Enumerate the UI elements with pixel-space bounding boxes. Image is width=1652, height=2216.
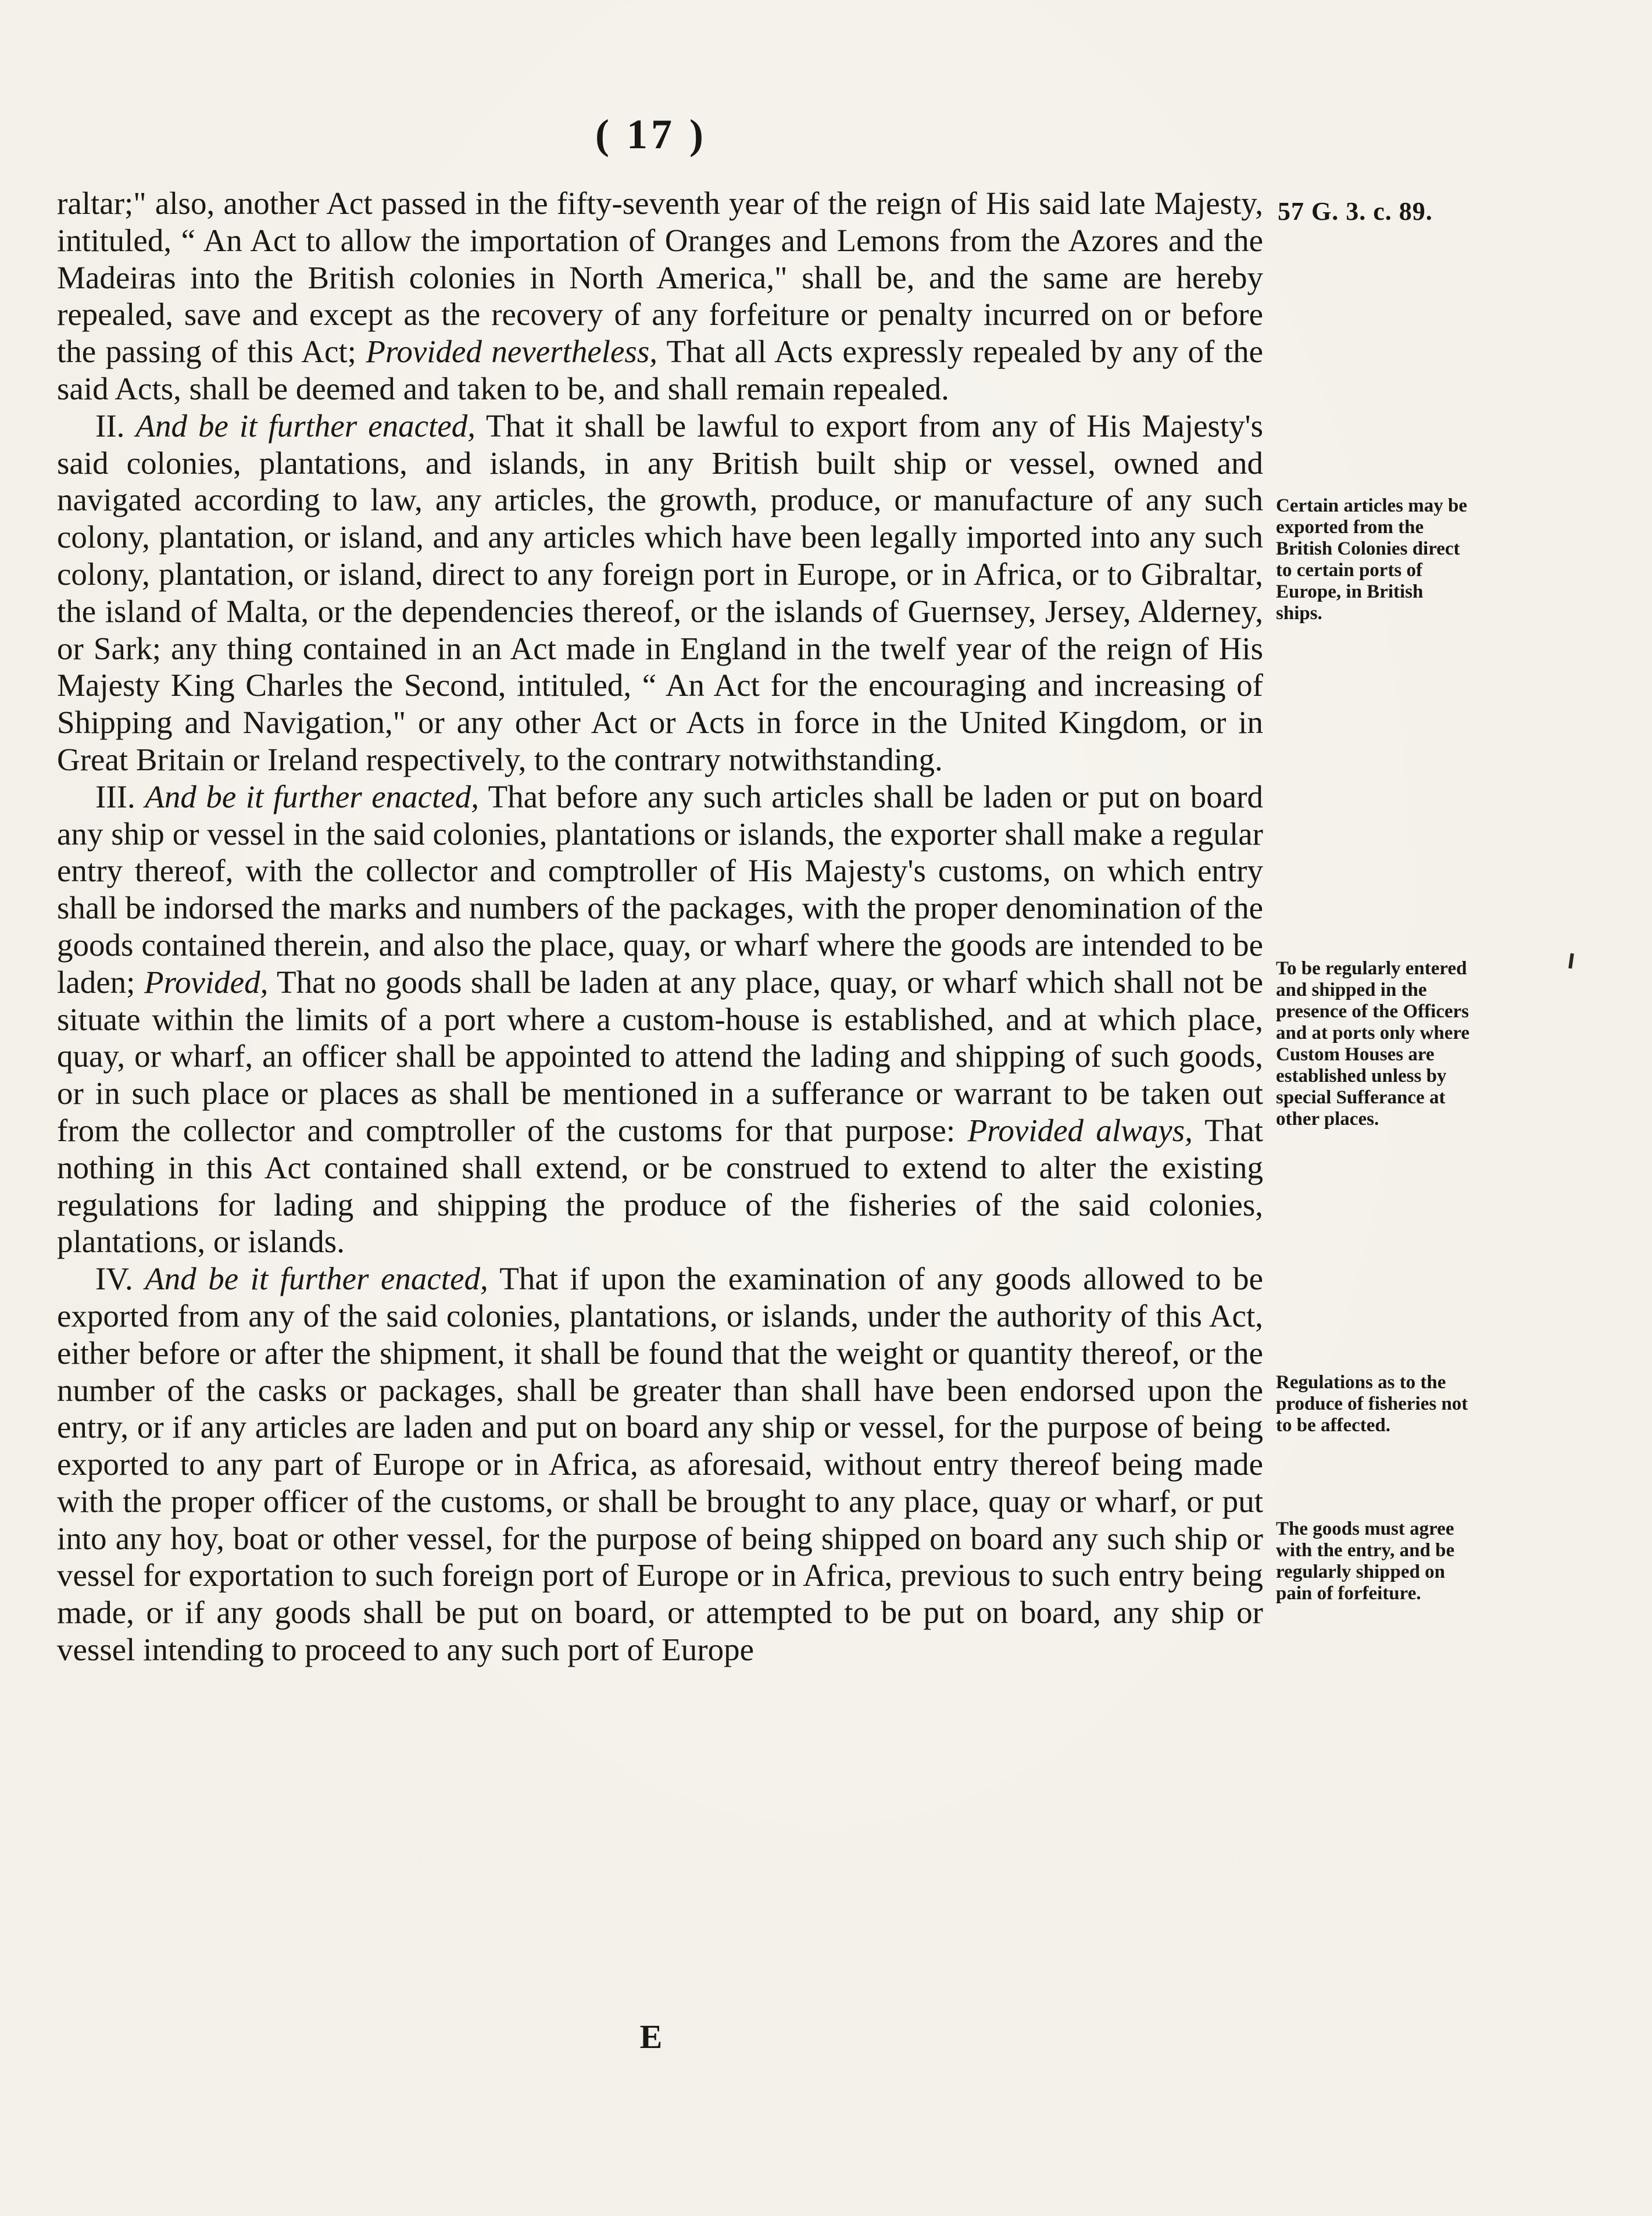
section-numeral: III. [95,778,145,814]
paragraph-text: That all Acts expressly repealed by any of the said Acts, shall be deemed and taken to be, and shall remain repealed. [57,334,1263,406]
paragraph-text: raltar;" also, another Act passed in the fifty-seventh year of the reign of His said late Majesty, intituled, “ An Act to allow the importation of Oranges and Lemons from the Azores and the Madeiras into the British colonies in North America," shall be, and the same are hereby repealed, save and except as the recovery of any forfeiture or penalty incurred on or before the passing of this Act; [57,185,1263,370]
section-2 [57,408,1263,778]
paragraph-continuation [57,185,1263,408]
italic-phrase: Provided nevertheless, [366,334,657,370]
section-numeral: II. [95,408,136,444]
stray-ink-mark [1568,953,1574,969]
paragraph-text: That nothing in this Act contained shall extend, or be construed to extend to alter the existing regulations for lading and shipping the produce of the fisheries of the said colonies, plantations, or islands. [57,1112,1264,1260]
margin-note-section-4: The goods must agree with the entry, and be regularly shipped on pain of forfeiture. [1276,1518,1455,1604]
italic-phrase: Provided, [144,964,269,1000]
margin-note-section-3: To be regularly entered and shipped in the presence of the Officers and at ports only where Custom Houses are established unless by special Sufferance at other places. [1276,958,1470,1130]
paragraph-text: That if upon the examination of any goods allowed to be exported from any of the said colonies, plantations, or islands, under the authority of this Act, either before or after the shipment, it shall be found that the weight or quantity thereof, or the number of the casks or packages, shall be greater than shall have been endorsed upon the entry, or if any articles are laden and put on board any ship or vessel, for the purpose of being exported to any part of Europe or in Africa, as aforesaid, without entry thereof being made with the proper officer of the customs, or shall be brought to any place, quay or wharf, or put into any hoy, boat or other vessel, for the purpose of being shipped on board any such ship or vessel for exportation to such foreign port of Europe or in Africa, previous to such entry being made, or if any goods shall be put on board, or attempted to be put on board, any ship or vessel intending to proceed to any such port of Europe [57,1261,1263,1668]
italic-phrase: And be it further enacted, [145,1261,488,1297]
margin-note-fisheries: Regulations as to the produce of fisheries not to be affected. [1276,1372,1468,1436]
italic-phrase: And be it further enacted, [145,778,480,814]
paragraph-text: That no goods shall be laden at any place, quay, or wharf which shall not be situate within the limits of a port where a custom-house is established, and at which place, quay, or wharf, an officer shall be appointed to attend the lading and shipping of such goods, or in such place or places as shall be mentioned in a sufferance or warrant to be taken out from the collector and comptroller of the customs for that purpose: [57,964,1263,1148]
signature-mark: E [639,2018,663,2056]
margin-reference: 57 G. 3. c. 89. [1278,197,1433,226]
italic-phrase: And be it further enacted, [135,408,476,444]
margin-note-section-2: Certain articles may be exported from the British Colonies direct to certain ports of Europe, in British ships. [1276,495,1467,624]
section-4 [57,1260,1263,1668]
paragraph-text: That it shall be lawful to export from any of His Majesty's said colonies, plantations, and islands, in any British built ship or vessel, owned and navigated according to law, any articles, the growth, produce, or manufacture of any such colony, plantation, or island, and any articles which have been legally imported into any such colony, plantation, or island, direct to any foreign port in Europe, or in Africa, or to Gibraltar, the island of Malta, or the dependencies thereof, or the islands of Guernsey, Jersey, Alderney, or Sark; any thing contained in an Act made in England in the twelf year of the reign of His Majesty King Charles the Second, intituled, “ An Act for the encouraging and increasing of Shipping and Navigation," or any other Act or Acts in force in the United Kingdom, or in Great Britain or Ireland respectively, to the contrary notwithstanding. [57,408,1263,777]
section-numeral: IV. [95,1261,145,1297]
section-3 [57,778,1263,1260]
page-number: ( 17 ) [595,111,707,158]
paragraph-text: That before any such articles shall be laden or put on board any ship or vessel in the said colonies, plantations or islands, the exporter shall make a regular entry thereof, with the collector and comptroller of His Majesty's customs, on which entry shall be indorsed the marks and numbers of the packages, with the proper denomination of the goods contained therein, and also the place, quay, or wharf where the goods are intended to be laden; [57,778,1263,1000]
italic-phrase: Provided always, [967,1112,1193,1148]
body-text [57,185,1263,1668]
